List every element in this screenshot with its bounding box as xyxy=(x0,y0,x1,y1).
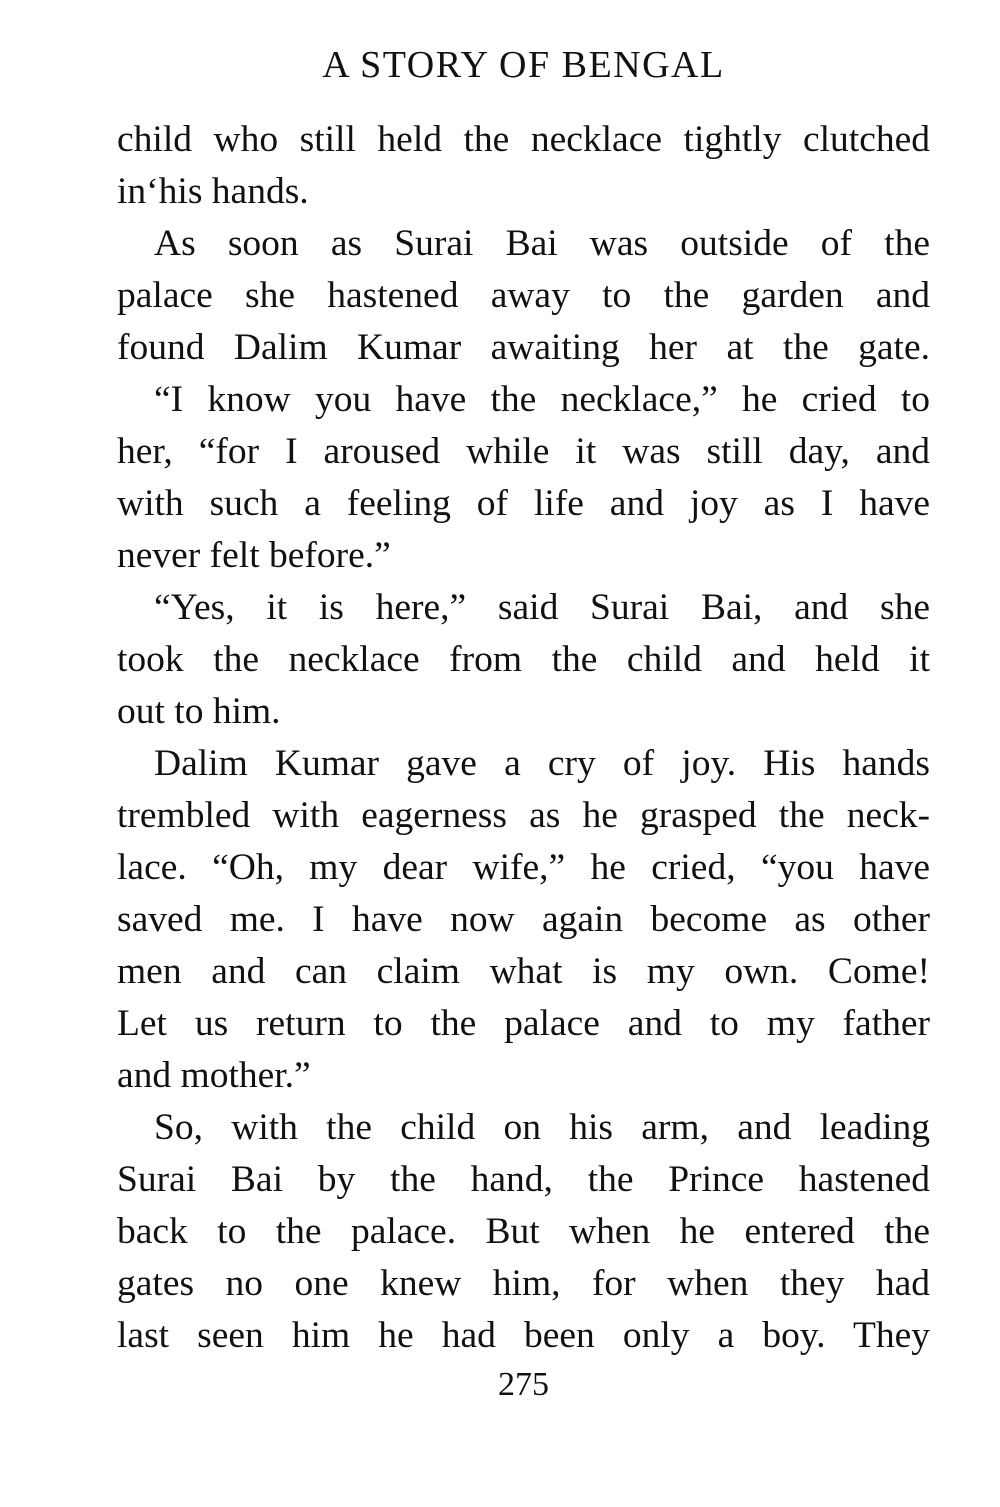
book-page xyxy=(117,0,930,1507)
text-line: trembled with eagerness as he grasped the neck- xyxy=(117,795,930,836)
text-line: last seen him he had been only a boy. They xyxy=(117,1315,930,1356)
paragraph xyxy=(117,738,930,1102)
paragraph xyxy=(117,218,930,374)
paragraph xyxy=(117,1102,930,1362)
text-line: gates no one knew him, for when they had xyxy=(117,1263,930,1304)
text-line: in‘his hands. xyxy=(117,171,309,212)
text-line: back to the palace. But when he entered the xyxy=(117,1211,930,1252)
text-line: and mother.” xyxy=(117,1055,311,1096)
paragraph xyxy=(117,582,930,738)
text-line: saved me. I have now again become as other xyxy=(117,899,930,940)
text-line: her, “for I aroused while it was still day, and xyxy=(117,431,930,472)
text-line: Surai Bai by the hand, the Prince hastened xyxy=(117,1159,930,1200)
text-line: As soon as Surai Bai was outside of the xyxy=(154,223,930,264)
page-number: 275 xyxy=(498,1366,549,1403)
text-line: “I know you have the necklace,” he cried to xyxy=(154,379,930,420)
text-line: Let us return to the palace and to my father xyxy=(117,1003,930,1044)
text-line: men and can claim what is my own. Come! xyxy=(117,951,930,992)
text-line: with such a feeling of life and joy as I have xyxy=(117,483,930,524)
text-line: Dalim Kumar gave a cry of joy. His hands xyxy=(154,743,930,784)
text-line: lace. “Oh, my dear wife,” he cried, “you have xyxy=(117,847,930,888)
text-line: took the necklace from the child and held it xyxy=(117,639,930,680)
text-line: child who still held the necklace tightly clutched xyxy=(117,119,930,160)
paragraph xyxy=(117,374,930,582)
text-line: “Yes, it is here,” said Surai Bai, and she xyxy=(154,587,930,628)
text-line: out to him. xyxy=(117,691,281,732)
text-line: found Dalim Kumar awaiting her at the gate. xyxy=(117,327,930,368)
running-head: A STORY OF BENGAL xyxy=(322,44,725,86)
paragraph xyxy=(117,114,930,218)
body-text xyxy=(117,114,930,1362)
text-line: never felt before.” xyxy=(117,535,391,576)
text-line: palace she hastened away to the garden and xyxy=(117,275,930,316)
text-line: So, with the child on his arm, and leading xyxy=(154,1107,930,1148)
